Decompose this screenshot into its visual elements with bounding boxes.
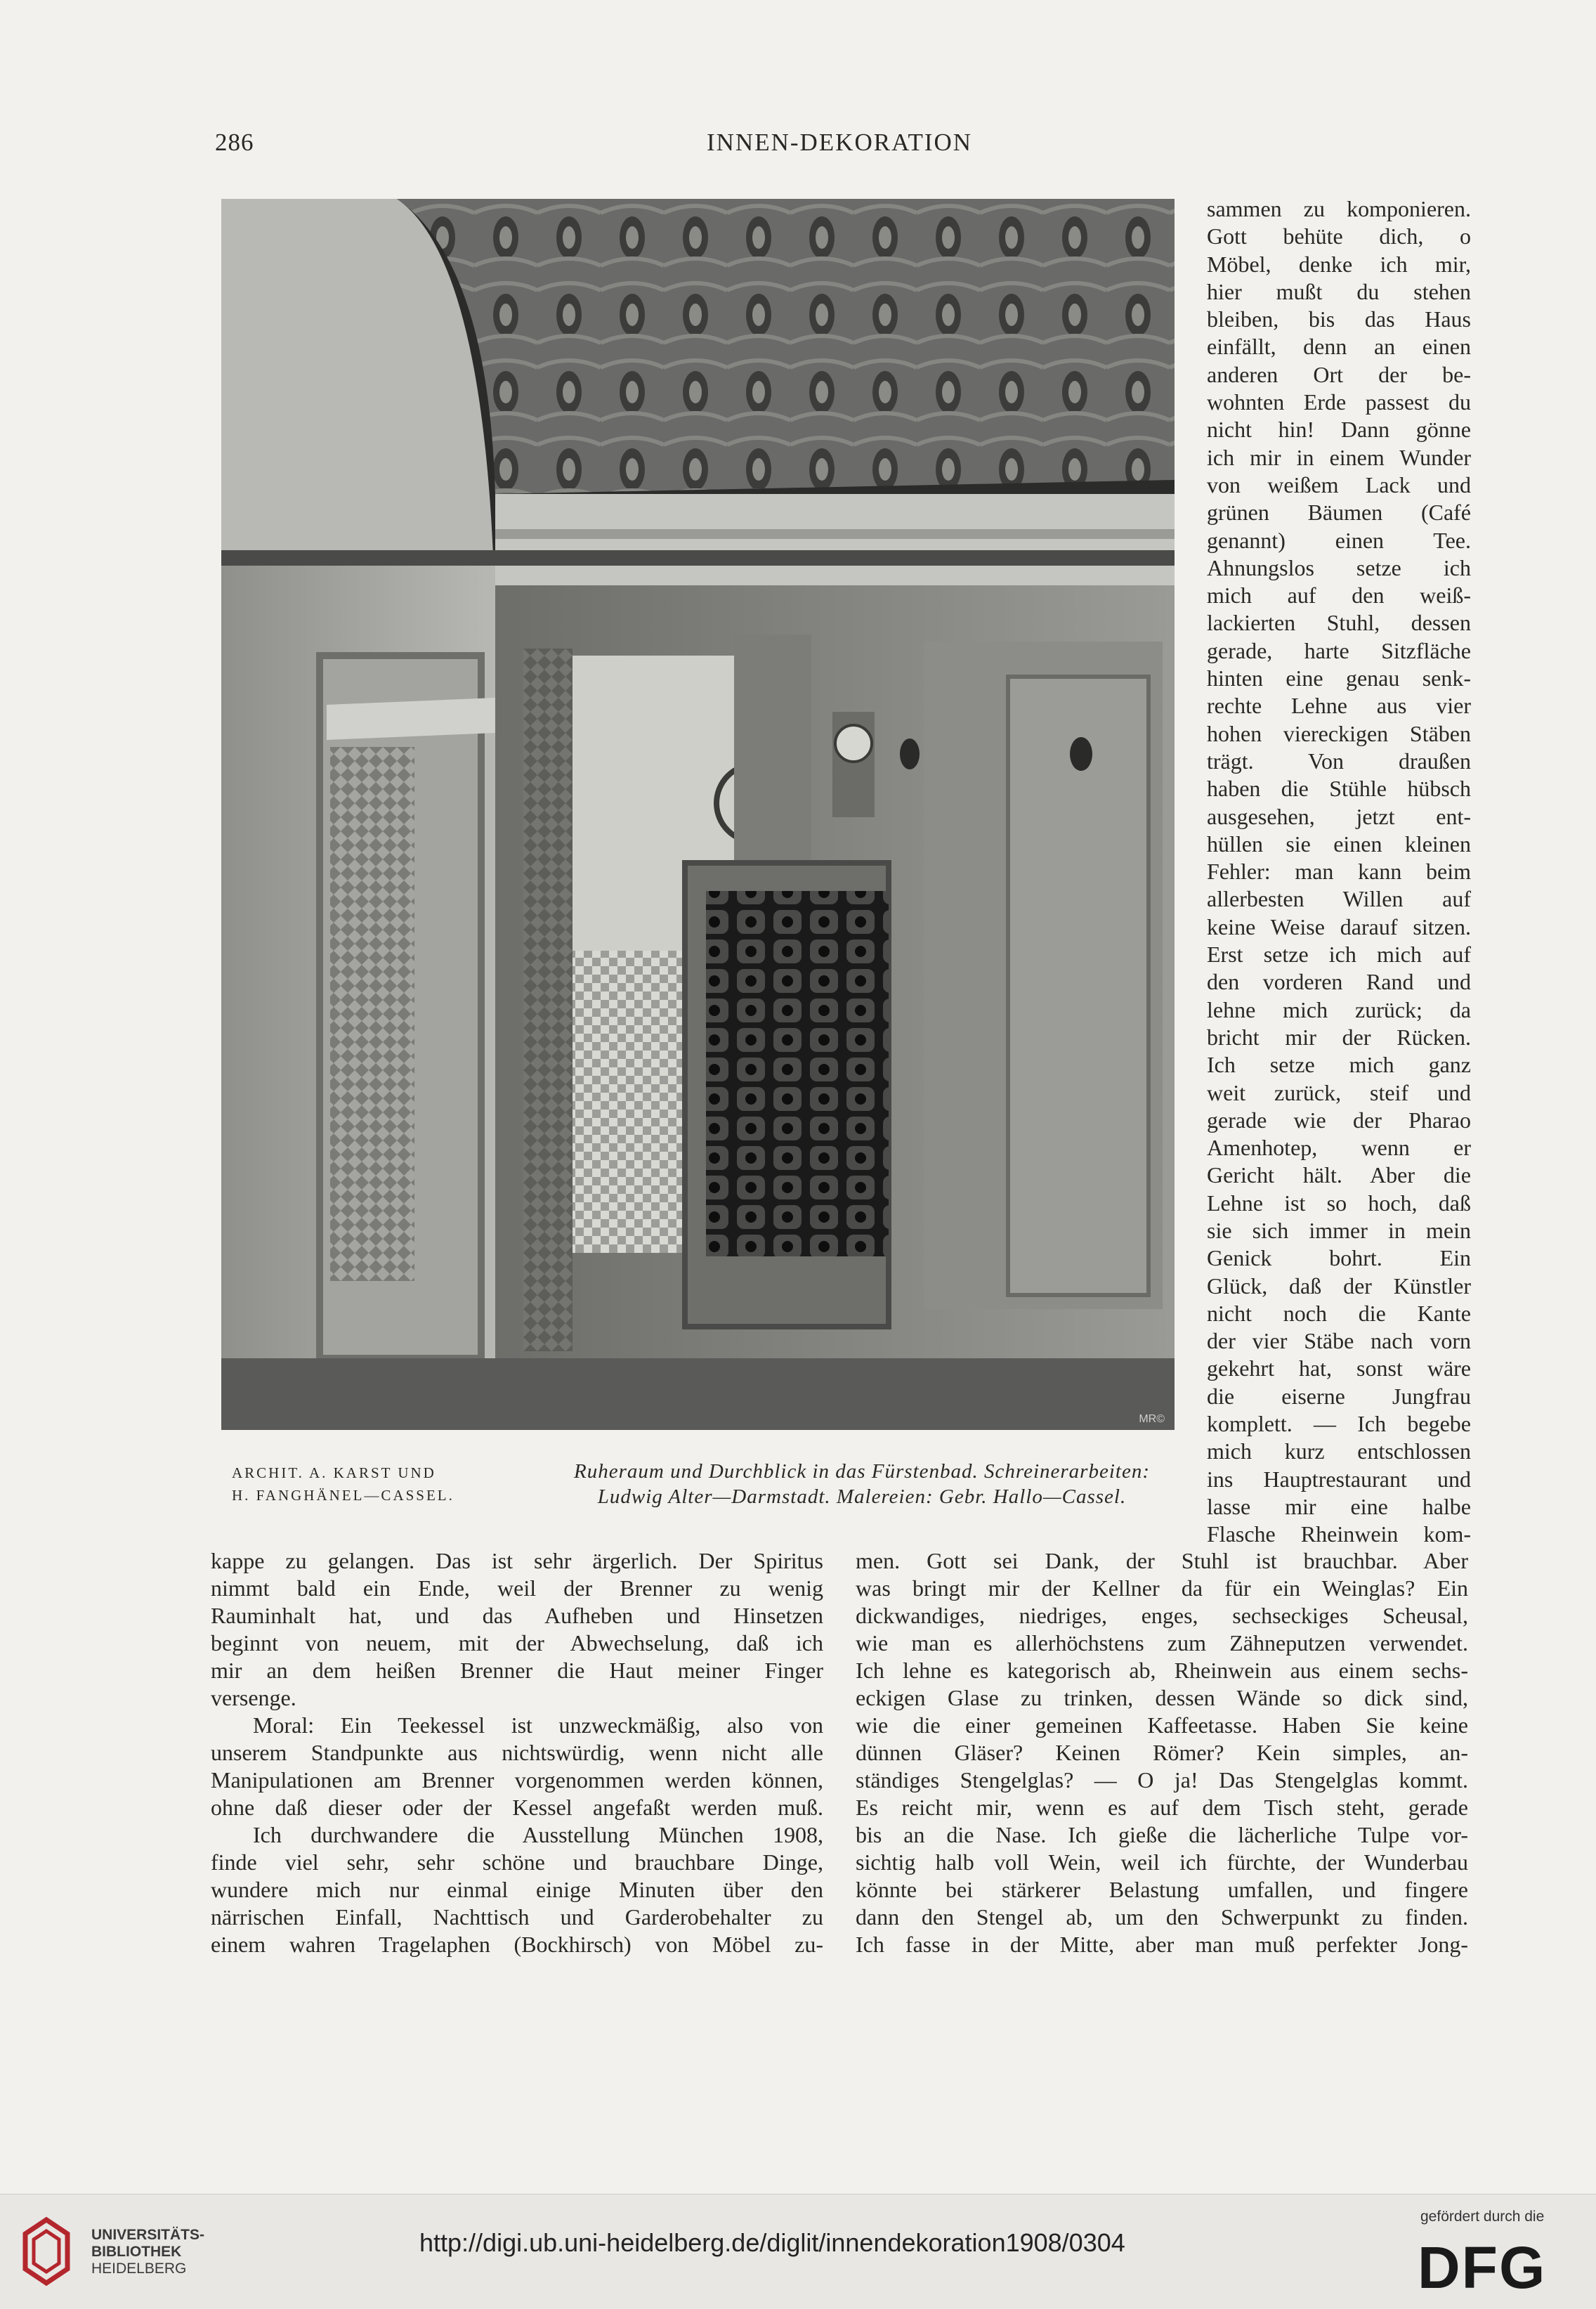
text-line: men. Gott sei Dank, der Stuhl ist brauchbar. Aber	[856, 1548, 1468, 1573]
text-line: wie man es allerhöchstens zum Zähneputzen verwendet.	[856, 1630, 1468, 1656]
interior-photograph	[221, 199, 1175, 1430]
text-line: bricht mir der Rücken.	[1207, 1024, 1471, 1050]
text-line: ausgesehen, jetzt ent-	[1207, 803, 1471, 829]
text-line: Ich setze mich ganz	[1207, 1052, 1471, 1078]
text-line: dünnen Gläser? Keinen Römer? Kein simples, an-	[856, 1740, 1468, 1765]
text-line: Glück, daß der Künstler	[1207, 1273, 1471, 1299]
text-line: von weißem Lack und	[1207, 471, 1471, 497]
text-line: nicht hin! Dann gönne	[1207, 417, 1471, 443]
text-line: unserem Standpunkte aus nichtswürdig, wenn nicht alle	[211, 1740, 823, 1765]
text-line: lasse mir eine halbe	[1207, 1493, 1471, 1519]
text-line: haben die Stühle hübsch	[1207, 776, 1471, 802]
right-text-column	[856, 1547, 1468, 1958]
text-line: Lehne ist so hoch, daß	[1207, 1190, 1471, 1216]
text-line: beginnt von neuem, mit der Abwechselung, daß ich	[211, 1630, 823, 1656]
text-line: Genick bohrt. Ein	[1207, 1245, 1471, 1271]
text-line: ins Hauptrestaurant und	[1207, 1466, 1471, 1492]
text-line: Manipulationen am Brenner vorgenommen werden können,	[211, 1767, 823, 1793]
text-line: Gott behüte dich, o	[1207, 223, 1471, 249]
library-name	[91, 2227, 204, 2277]
text-line: eckigen Glase zu trinken, dessen Wände so dick sind,	[856, 1685, 1468, 1710]
text-line: mir an dem heißen Brenner die Haut meiner Finger	[211, 1658, 823, 1683]
text-line: komplett. — Ich begebe	[1207, 1411, 1471, 1437]
text-line: hinten eine genau senk-	[1207, 665, 1471, 691]
text-line: finde viel sehr, sehr schöne und brauchbare Dinge,	[211, 1849, 823, 1875]
figure-credit	[232, 1462, 454, 1507]
text-line: lackierten Stuhl, dessen	[1207, 610, 1471, 636]
text-line: gerade, harte Sitzfläche	[1207, 637, 1471, 663]
text-line: sie sich immer in mein	[1207, 1217, 1471, 1243]
digitization-footer	[0, 2194, 1596, 2309]
library-name-line: BIBLIOTHEK	[91, 2244, 182, 2260]
text-line: weit zurück, steif und	[1207, 1079, 1471, 1105]
text-line: kappe zu gelangen. Das ist sehr ärgerlich. Der Spiritus	[211, 1548, 823, 1573]
text-line: Moral: Ein Teekessel ist unzweckmäßig, also von	[253, 1712, 823, 1738]
text-line: nicht noch die Kante	[1207, 1300, 1471, 1326]
text-line: sichtig halb voll Wein, weil ich fürchte, der Wunderbau	[856, 1849, 1468, 1875]
library-name-line: UNIVERSITÄTS-	[91, 2227, 205, 2243]
text-line: versenge.	[211, 1685, 296, 1710]
text-line: einem wahren Tragelaphen (Bockhirsch) von Möbel zu-	[211, 1932, 823, 1957]
text-line: grünen Bäumen (Café	[1207, 500, 1471, 526]
text-line: sammen zu komponieren.	[1207, 196, 1471, 221]
text-line: Erst setze ich mich auf	[1207, 942, 1471, 968]
left-text-column	[211, 1547, 823, 1958]
text-line: ständiges Stengelglas? — O ja! Das Stengelglas kommt.	[856, 1767, 1468, 1793]
running-title: INNEN-DEKORATION	[707, 129, 973, 156]
photographer-monogram: MR©	[1139, 1413, 1165, 1425]
text-line: mich kurz entschlossen	[1207, 1438, 1471, 1464]
text-line: bleiben, bis das Haus	[1207, 306, 1471, 332]
credit-line: H. FANGHÄNEL—CASSEL.	[232, 1487, 454, 1504]
text-line: hüllen sie einen kleinen	[1207, 831, 1471, 857]
text-line: wie die einer gemeinen Kaffeetasse. Haben Sie keine	[856, 1712, 1468, 1738]
text-line: Flasche Rheinwein kom-	[1207, 1521, 1471, 1547]
text-line: wundere mich nur einmal einige Minuten über den	[211, 1877, 823, 1902]
text-line: Gericht hält. Aber die	[1207, 1162, 1471, 1188]
text-line: ich mir in einem Wunder	[1207, 444, 1471, 470]
dfg-logo: DFG	[1418, 2235, 1547, 2301]
text-line: dann den Stengel ab, um den Schwerpunkt zu finden.	[856, 1904, 1468, 1930]
text-line: keine Weise darauf sitzen.	[1207, 913, 1471, 939]
figure-caption	[556, 1459, 1167, 1509]
text-line: wohnten Erde passest du	[1207, 389, 1471, 415]
text-line: der vier Stäbe nach vorn	[1207, 1328, 1471, 1354]
caption-line: Ruheraum und Durchblick in das Fürstenbad. Schreinerarbeiten:	[574, 1460, 1150, 1483]
text-line: hohen viereckigen Stäben	[1207, 720, 1471, 746]
permalink[interactable]: http://digi.ub.uni-heidelberg.de/diglit/innendekoration1908/0304	[419, 2228, 1125, 2257]
text-line: bis an die Nase. Ich gieße die lächerliche Tulpe vor-	[856, 1822, 1468, 1847]
text-line: rechte Lehne aus vier	[1207, 693, 1471, 719]
text-line: Fehler: man kann beim	[1207, 859, 1471, 885]
text-line: Ich durchwandere die Ausstellung München 1908,	[253, 1822, 823, 1847]
text-line: allerbesten Willen auf	[1207, 886, 1471, 912]
funding-label: gefördert durch die	[1420, 2209, 1545, 2225]
text-line: ohne daß dieser oder der Kessel angefaßt werden muß.	[211, 1795, 823, 1820]
text-line: Ich lehne es kategorisch ab, Rheinwein aus einem sechs-	[856, 1658, 1468, 1683]
text-line: könnte bei stärkerer Belastung umfallen, und fingere	[856, 1877, 1468, 1902]
text-line: anderen Ort der be-	[1207, 361, 1471, 387]
library-name-line: HEIDELBERG	[91, 2261, 187, 2277]
text-line: dickwandiges, niedriges, enges, sechseckiges Scheusal,	[856, 1603, 1468, 1628]
text-line: genannt) einen Tee.	[1207, 527, 1471, 553]
text-line: Rauminhalt hat, und das Aufheben und Hinsetzen	[211, 1603, 823, 1628]
text-line: närrischen Einfall, Nachttisch und Garderobehalter zu	[211, 1904, 823, 1930]
text-line: den vorderen Rand und	[1207, 969, 1471, 995]
library-logo-icon	[18, 2213, 77, 2294]
text-line: die eiserne Jungfrau	[1207, 1383, 1471, 1409]
text-line: einfällt, denn an einen	[1207, 334, 1471, 360]
text-line: nimmt bald ein Ende, weil der Brenner zu wenig	[211, 1575, 823, 1601]
credit-line: ARCHIT. A. KARST UND	[232, 1464, 436, 1481]
text-line: Ich fasse in der Mitte, aber man muß perfekter Jong-	[856, 1932, 1468, 1957]
text-line: Es reicht mir, wenn es auf dem Tisch steht, gerade	[856, 1795, 1468, 1820]
text-line: trägt. Von draußen	[1207, 748, 1471, 774]
text-line: gerade wie der Pharao	[1207, 1107, 1471, 1133]
text-line: Amenhotep, wenn er	[1207, 1135, 1471, 1161]
text-line: Möbel, denke ich mir,	[1207, 251, 1471, 277]
text-line: hier mußt du stehen	[1207, 278, 1471, 304]
caption-line: Ludwig Alter—Darmstadt. Malereien: Gebr. Hallo—Cassel.	[597, 1485, 1127, 1508]
text-line: was bringt mir der Kellner da für ein Weinglas? Ein	[856, 1575, 1468, 1601]
text-line: lehne mich zurück; da	[1207, 996, 1471, 1022]
text-line: Ahnungslos setze ich	[1207, 554, 1471, 580]
text-line: mich auf den weiß-	[1207, 583, 1471, 609]
side-text-column	[1207, 195, 1471, 1549]
text-line: gekehrt hat, sonst wäre	[1207, 1355, 1471, 1381]
page-number: 286	[215, 129, 254, 156]
